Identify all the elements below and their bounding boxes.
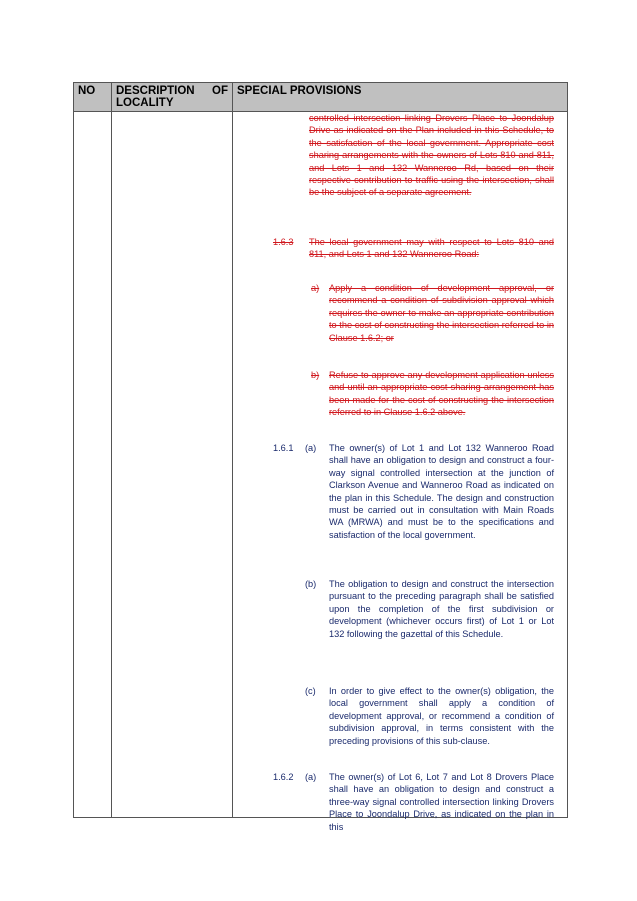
clause-1-6-3-a-text: Apply a condition of development approval, or recommend a condition of subdivision approval which requires the owner to make an appropriate contribution to the cost of constructing the intersection referred to in Clause 1.6.2; or <box>329 283 554 343</box>
clause-1-6-1-b-text: The obligation to design and construct the intersection pursuant to the preceding paragraph shall be satisfied upon the completion of the first subdivision or development (whichever occurs first) of Lot 1 or Lot 132 following the gazettal of this Schedule. <box>329 579 554 639</box>
clause-1-6-2-number: 1.6.2 <box>273 772 294 782</box>
clause-1-6-3-b-text: Refuse to approve any development application unless and until an appropriate cost sharing arrangement has been made for the cost of constructing the intersection referred to in Clause 1.6.2 above. <box>329 370 554 418</box>
cell-description <box>112 112 233 818</box>
header-no: NO <box>74 83 112 112</box>
clause-1-6-3-number: 1.6.3 <box>273 237 294 247</box>
clause-1-6-1-a-text: The owner(s) of Lot 1 and Lot 132 Wanneroo Road shall have an obligation to design and construct a four-way signal controlled intersection at the junction of Clarkson Avenue and Wanneroo Road as indicated on the plan in this Schedule. The design and construction must be carried out in consultation with Main Roads WA (MRWA) and must be to the specifications and satisfaction of the local government. <box>329 443 554 540</box>
table-row <box>74 112 568 818</box>
table-header-row <box>74 83 568 112</box>
special-provisions-table <box>73 82 568 832</box>
clause-1-6-3-a-label: a) <box>311 283 320 293</box>
cell-provisions <box>233 112 568 832</box>
header-special-provisions: SPECIAL PROVISIONS <box>233 83 568 112</box>
clause-1-6-1-number: 1.6.1 <box>273 443 294 453</box>
clause-1-6-1-c-label: (c) <box>305 686 316 696</box>
clause-1-6-1-b-label: (b) <box>305 579 317 589</box>
deleted-intro-paragraph: controlled intersection linking Drovers Place to Joondalup Drive as indicated on the Plan included in this Schedule, to the satisfaction of the local government. Appropriate cost sharing arrangements with the owners of Lots 810 and 811, and Lots 1 and 132 Wanneroo Rd, based on their respective contribution to traffic using the intersection, shall be the subject of a separate agreement. <box>309 113 554 198</box>
clause-1-6-2-a-label: (a) <box>305 772 317 782</box>
clause-1-6-3-text: The local government may with respect to Lots 810 and 811, and Lots 1 and 132 Wanneroo Road: <box>309 237 554 260</box>
clause-1-6-3-b-label: b) <box>311 370 320 380</box>
header-description: DESCRIPTION OF LOCALITY <box>112 83 233 112</box>
clause-1-6-2-a-text: The owner(s) of Lot 6, Lot 7 and Lot 8 Drovers Place shall have an obligation to design and construct a three-way signal controlled intersection linking Drovers Place to Joondalup Drive, as indicated on the plan in this <box>329 772 554 832</box>
clause-1-6-1-c-text: In order to give effect to the owner(s) obligation, the local government shall apply a condition of development approval, or recommend a condition of subdivision approval, in terms consistent with the preceding provisions of this sub-clause. <box>329 686 554 746</box>
clause-1-6-1-a-label: (a) <box>305 443 317 453</box>
cell-no <box>74 112 112 818</box>
